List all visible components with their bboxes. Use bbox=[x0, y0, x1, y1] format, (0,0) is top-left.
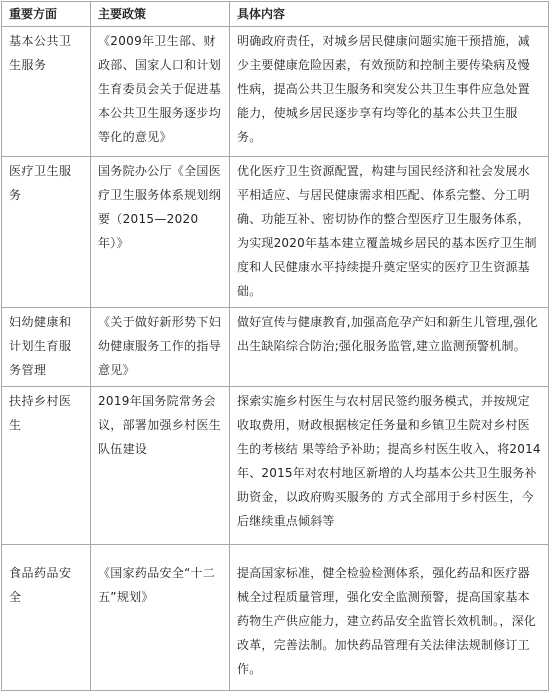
cell-policy: 国务院办公厅《全国医疗卫生服务体系规划纲要（2015—2020年）》 bbox=[91, 157, 230, 308]
table-row bbox=[2, 157, 549, 308]
cell-area: 妇幼健康和计划生育服务管理 bbox=[2, 308, 91, 387]
cell-area: 食品药品安全 bbox=[2, 545, 91, 691]
header-policy: 主要政策 bbox=[91, 2, 230, 27]
cell-content: 做好宣传与健康教育,加强高危孕产妇和新生儿管理,强化出生缺陷综合防治;强化服务监管,建立监测预警机制。 bbox=[230, 308, 549, 387]
cell-content: 明确政府责任，对城乡居民健康问题实施干预措施，减少主要健康危险因素，有效预防和控制主要传染病及慢性病，提高公共卫生服务和突发公共卫生事件应急处置能力，使城乡居民逐步享有均等化的基本公共卫生服务。 bbox=[230, 27, 549, 157]
cell-content: 探索实施乡村医生与农村居民签约服务模式，并按规定收取费用，财政根据核定任务量和乡镇卫生院对乡村医生的考核结 果等给予补助；提高乡村医生收入，将2014年、2015年对农村地区新增的人均基本公共卫生服务补助资金，以政府购买服务的 方式全部用于乡村医生，今后继续重点倾斜等 bbox=[230, 387, 549, 545]
cell-area: 医疗卫生服务 bbox=[2, 157, 91, 308]
cell-content: 提高国家标准，健全检验检测体系，强化药品和医疗器械全过程质量管理，强化安全监测预警，提高国家基本药物生产供应能力，建立药品安全监管长效机制。，深化改革，完善法制。加快药品管理有关法律法规制修订工作。 bbox=[230, 545, 549, 691]
table-header-row bbox=[2, 2, 549, 27]
header-area: 重要方面 bbox=[2, 2, 91, 27]
header-content: 具体内容 bbox=[230, 2, 549, 27]
cell-policy: 《关于做好新形势下妇幼健康服务工作的指导意见》 bbox=[91, 308, 230, 387]
table-row bbox=[2, 545, 549, 691]
cell-policy: 《2009年卫生部、财政部、国家人口和计划生育委员会关于促进基本公共卫生服务逐步均等化的意见》 bbox=[91, 27, 230, 157]
table-row bbox=[2, 308, 549, 387]
cell-content: 优化医疗卫生资源配置，构建与国民经济和社会发展水平相适应、与居民健康需求相匹配、体系完整、分工明确、功能互补、密切协作的整合型医疗卫生服务体系，为实现2020年基本建立覆盖城乡居民的基本医疗卫生制度和人民健康水平持续提升奠定坚实的医疗卫生资源基础。 bbox=[230, 157, 549, 308]
cell-policy: 2019年国务院常务会议，部署加强乡村医生队伍建设 bbox=[91, 387, 230, 545]
cell-area: 基本公共卫生服务 bbox=[2, 27, 91, 157]
cell-policy: 《国家药品安全“十二五”规划》 bbox=[91, 545, 230, 691]
table-row bbox=[2, 27, 549, 157]
policy-table bbox=[1, 1, 549, 691]
cell-area: 扶持乡村医生 bbox=[2, 387, 91, 545]
table-row bbox=[2, 387, 549, 545]
